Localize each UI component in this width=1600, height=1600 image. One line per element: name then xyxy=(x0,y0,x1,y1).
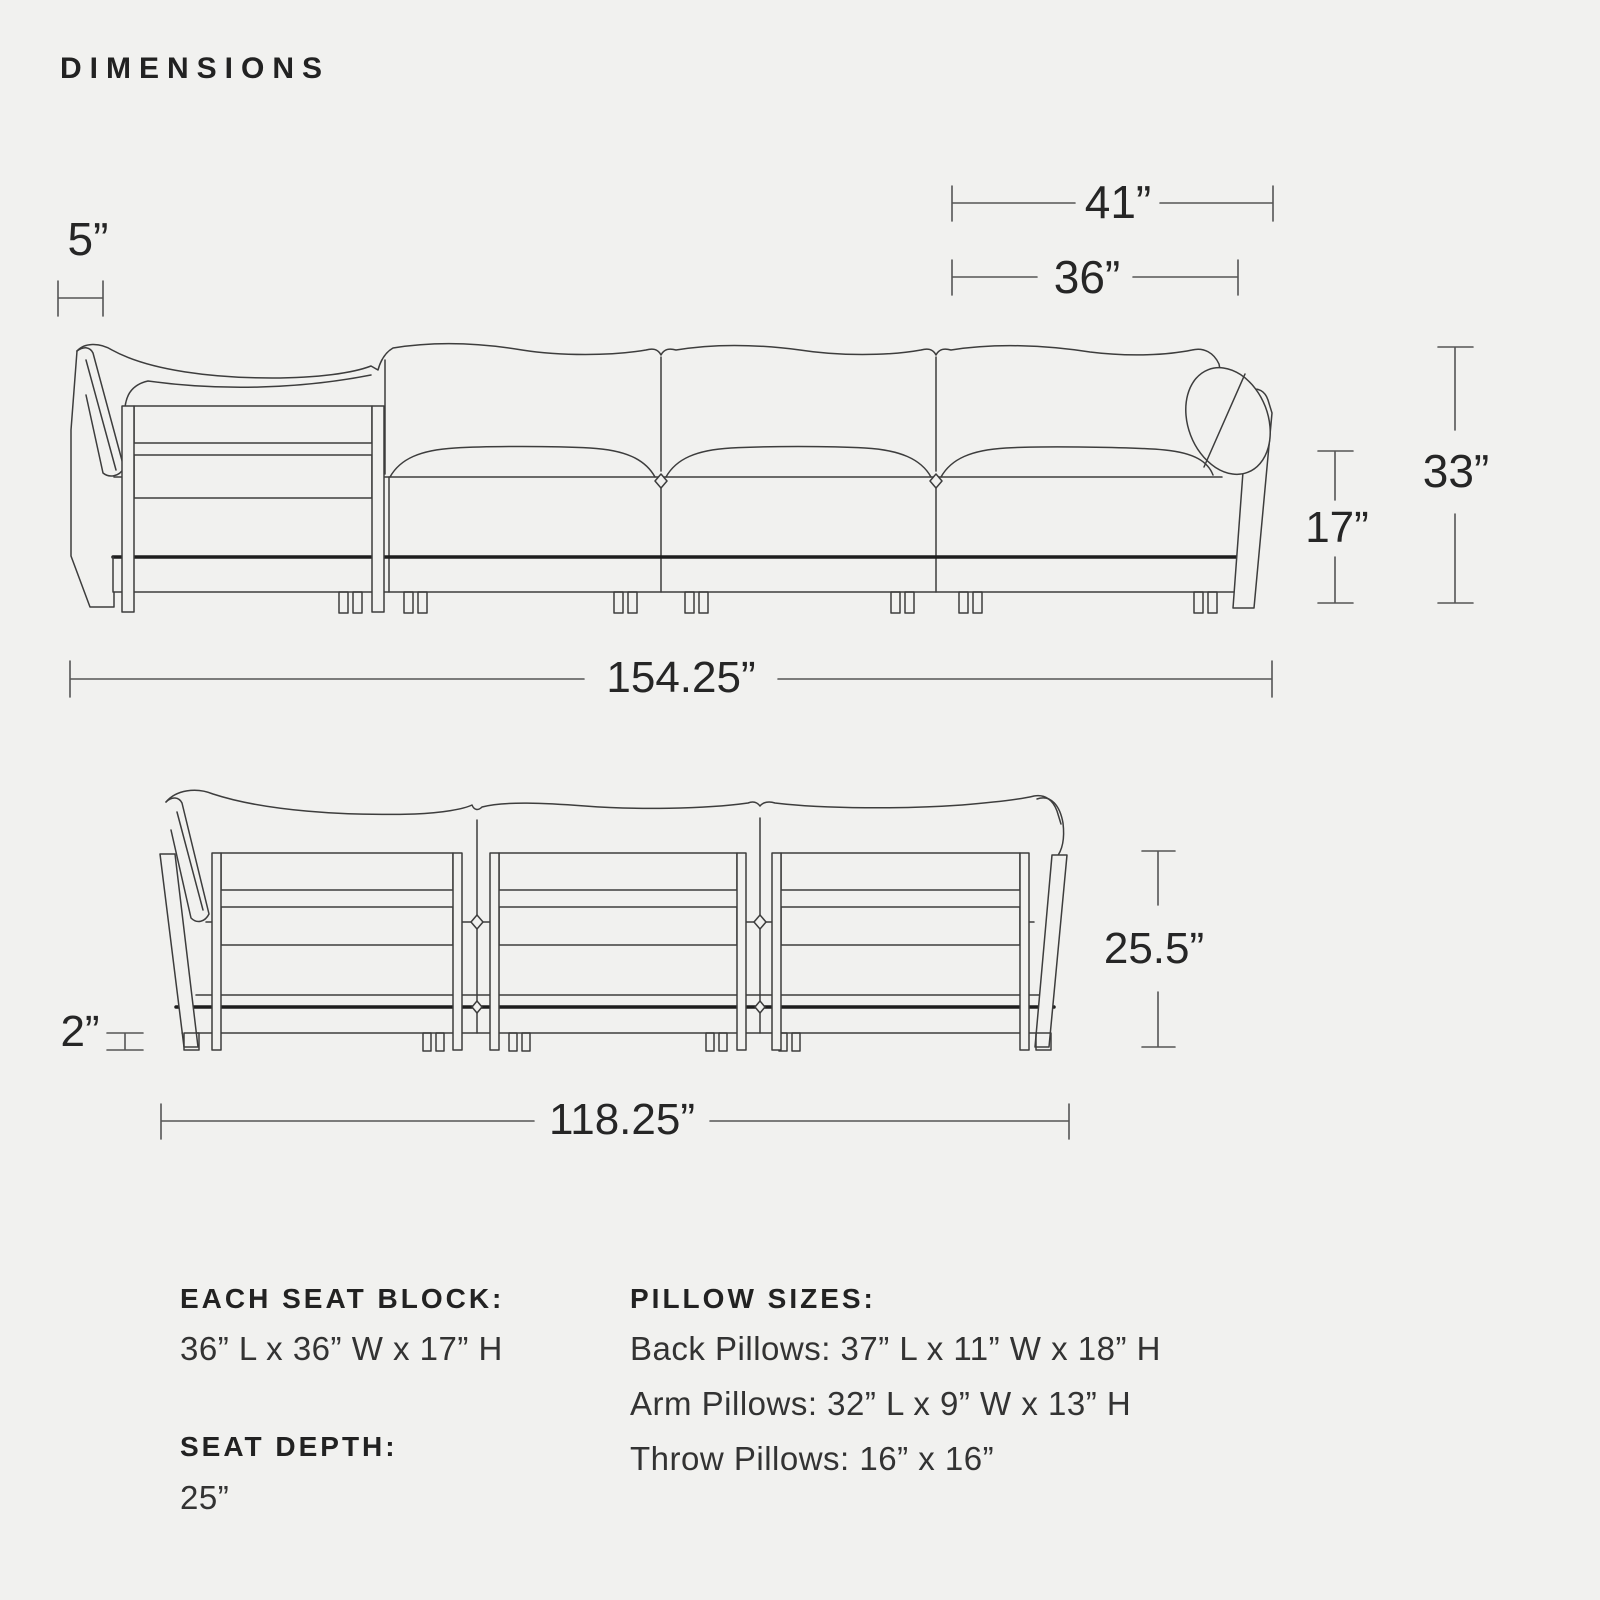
frame-board xyxy=(221,853,453,890)
front-seat-cushion-3 xyxy=(941,447,1213,477)
dim-line-2in xyxy=(107,1033,143,1050)
seat-block-heading: EACH SEAT BLOCK: xyxy=(180,1283,505,1314)
front-corner-frame xyxy=(122,406,384,612)
seat-depth-value: 25” xyxy=(180,1479,230,1516)
dim-line-5in xyxy=(58,281,103,316)
dim-label-arm-width: 5” xyxy=(67,213,109,265)
dim-label-overall-height: 33” xyxy=(1422,445,1490,497)
front-view-drawing xyxy=(71,344,1285,613)
frame-post xyxy=(372,406,384,612)
back-frames xyxy=(212,853,1029,1050)
dim-label-overall-width: 154.25” xyxy=(606,653,756,702)
frame-post xyxy=(1020,853,1029,1050)
pillow-size-back: Back Pillows: 37” L x 11” W x 18” H xyxy=(630,1330,1161,1367)
front-separator-creases xyxy=(655,474,942,488)
dim-label-frame-height: 25.5” xyxy=(1103,924,1205,973)
seat-block-value: 36” L x 36” W x 17” H xyxy=(180,1330,503,1367)
frame-board xyxy=(134,455,372,498)
dim-label-seat-block-width: 36” xyxy=(1053,251,1121,303)
frame-board xyxy=(499,907,737,945)
seat-depth-heading: SEAT DEPTH: xyxy=(180,1431,398,1462)
back-right-pillow-sliver xyxy=(1037,798,1064,858)
back-view-drawing xyxy=(160,790,1067,1051)
back-left-wedge-seam xyxy=(177,812,203,910)
frame-board xyxy=(221,907,453,945)
frame-post xyxy=(737,853,746,1050)
frame-post xyxy=(490,853,499,1050)
dim-label-corner-to-seat: 41” xyxy=(1084,176,1152,228)
frame-post xyxy=(453,853,462,1050)
front-seat-cushion-1 xyxy=(390,447,655,478)
front-seat-cushion-2 xyxy=(666,447,931,478)
front-back-cushions-outline xyxy=(77,344,1222,380)
frame-post xyxy=(772,853,781,1050)
frame-post xyxy=(212,853,221,1050)
pillow-sizes-heading: PILLOW SIZES: xyxy=(630,1283,876,1314)
pillow-size-arm: Arm Pillows: 32” L x 9” W x 13” H xyxy=(630,1385,1132,1422)
frame-board xyxy=(781,907,1020,945)
front-left-arm xyxy=(71,351,114,607)
back-left-arm xyxy=(160,854,198,1047)
back-right-arm xyxy=(1035,855,1067,1047)
dim-label-seat-height: 17” xyxy=(1305,503,1369,552)
front-base-bottom-line xyxy=(113,557,1238,592)
arm-bolster-pillow xyxy=(1171,355,1285,486)
dim-label-back-overall-width: 118.25” xyxy=(549,1095,695,1144)
frame-post xyxy=(122,406,134,612)
front-legs xyxy=(339,592,1217,613)
pillow-size-throw: Throw Pillows: 16” x 16” xyxy=(630,1440,995,1477)
frame-board xyxy=(499,853,737,890)
dim-label-leg-height: 2” xyxy=(60,1007,100,1056)
back-cushions-outline xyxy=(166,790,1061,824)
frame-board xyxy=(134,406,372,443)
frame-board xyxy=(781,853,1020,890)
page-title: DIMENSIONS xyxy=(60,52,331,85)
